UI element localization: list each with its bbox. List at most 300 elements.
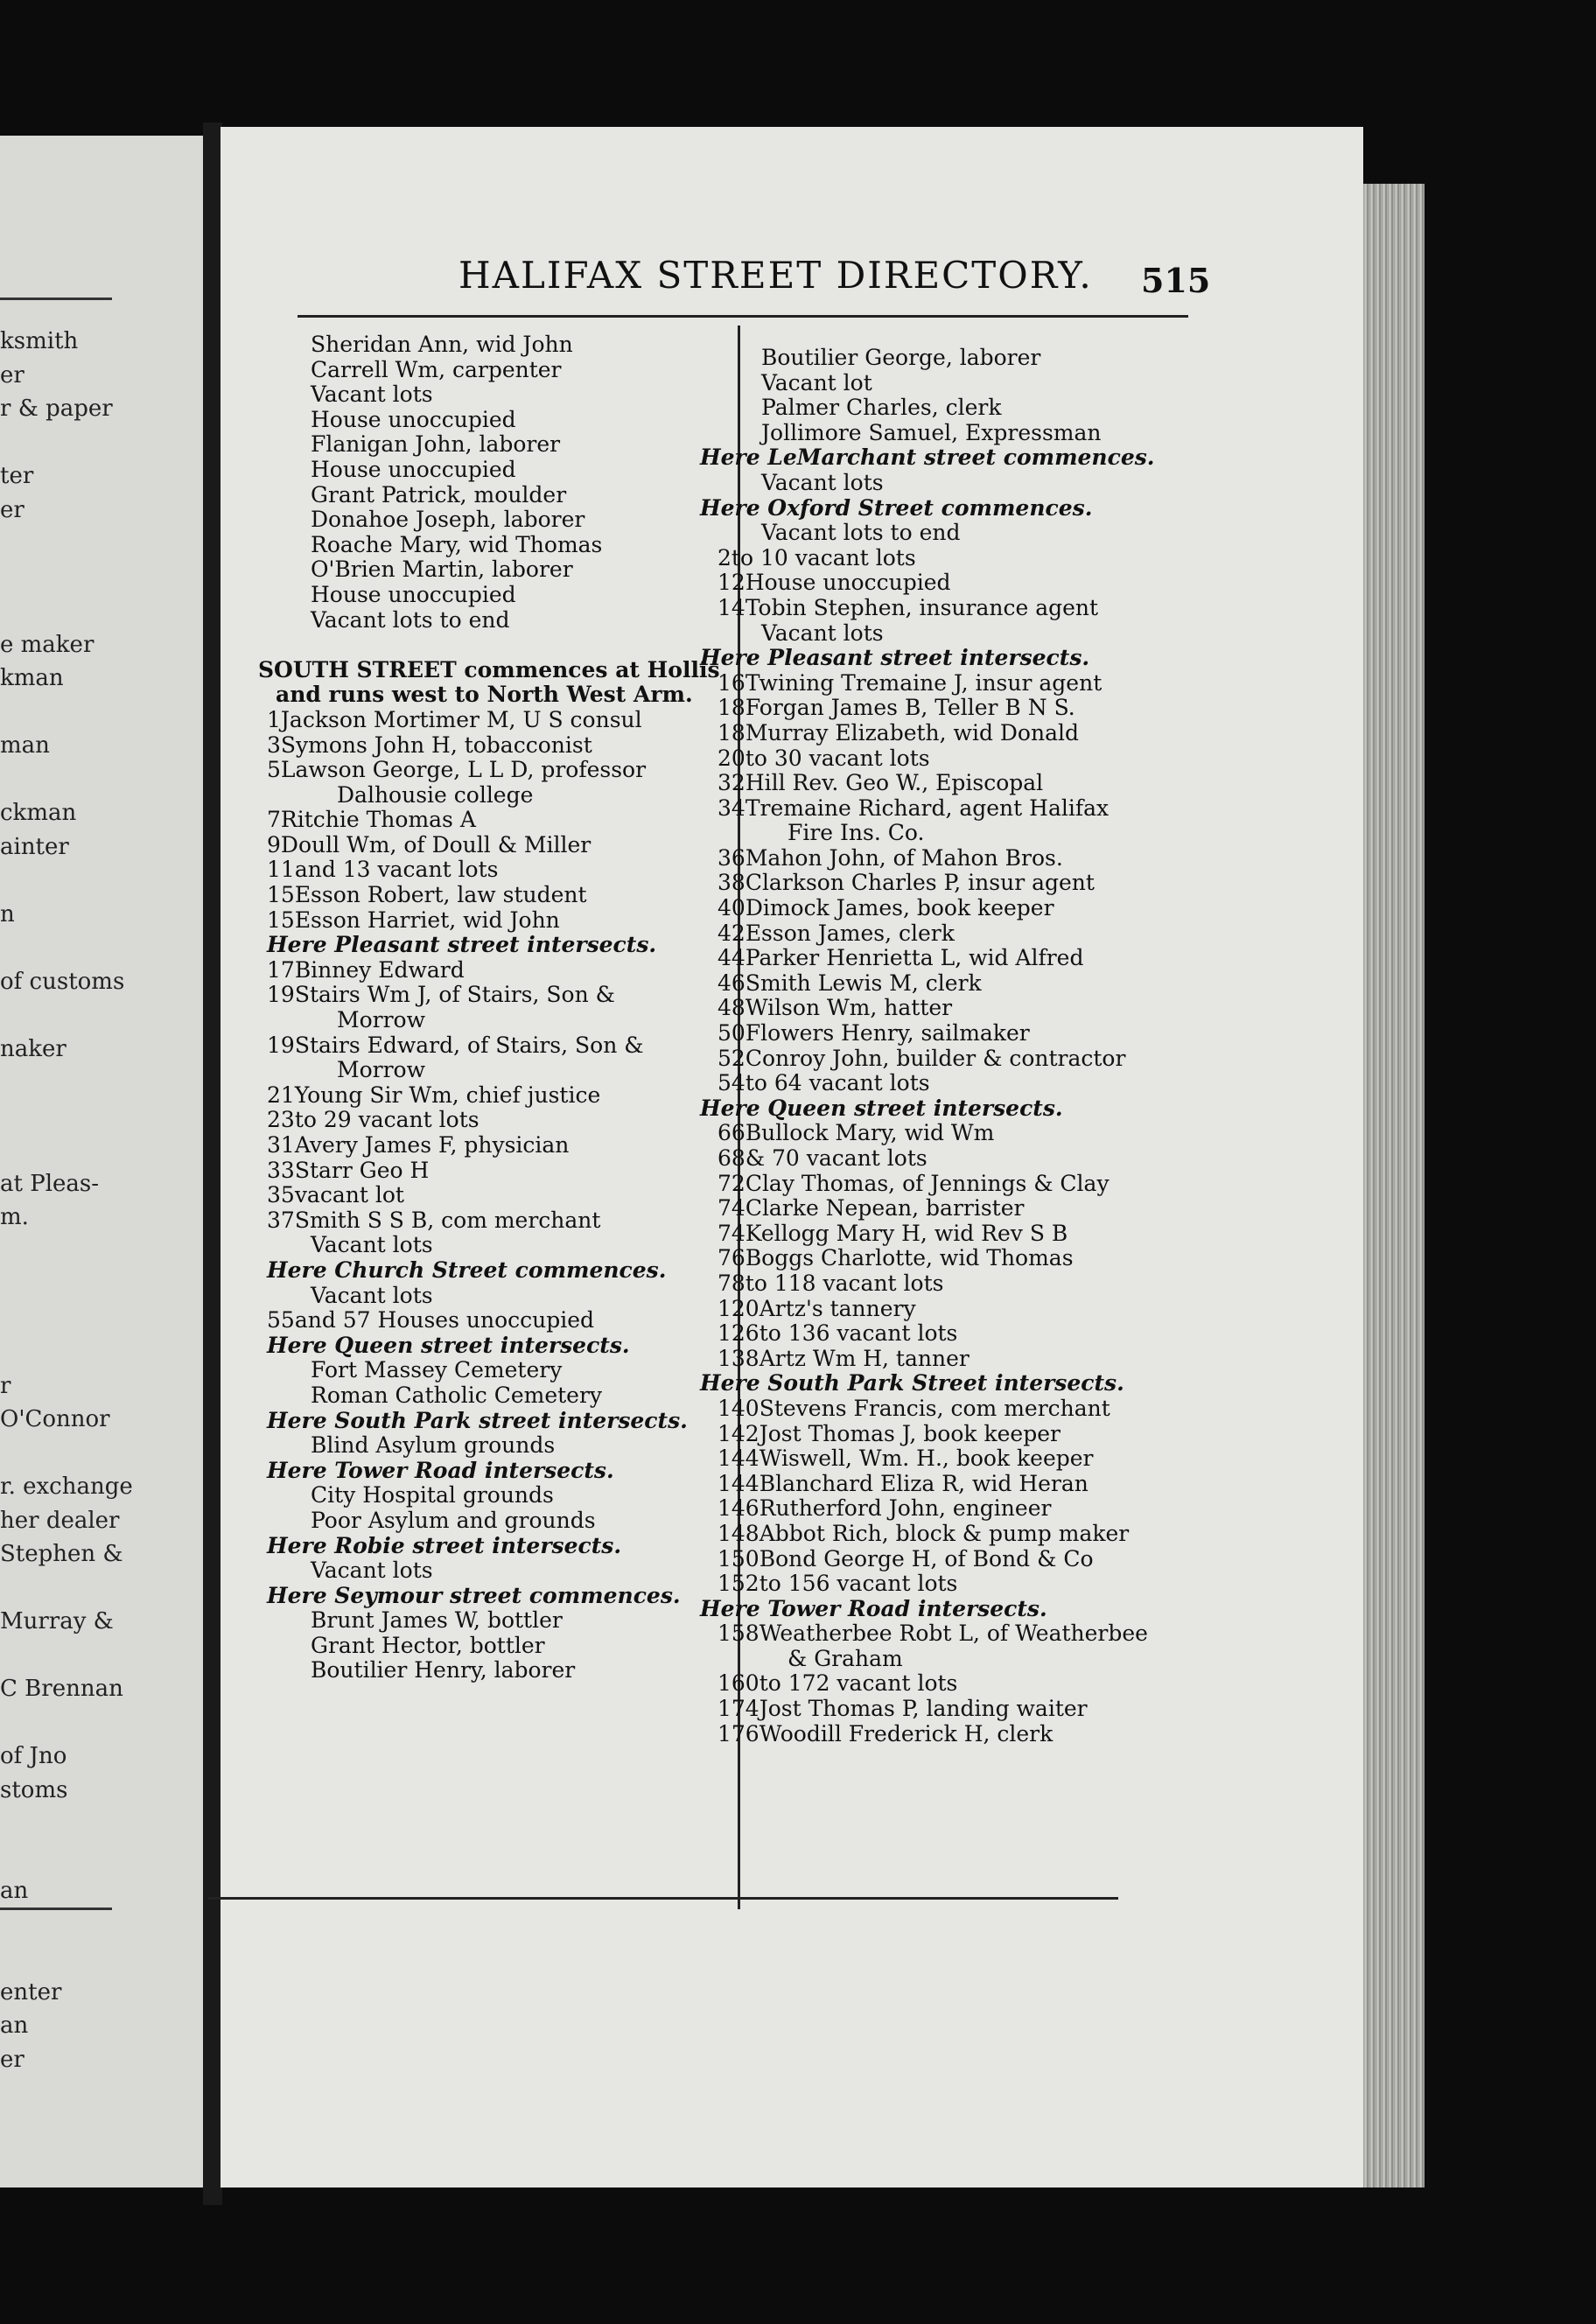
directory-entry (258, 1608, 731, 1634)
entry-text: to 30 vacant lots (745, 745, 930, 771)
directory-entry (258, 983, 731, 1008)
entry-text: Parker Henrietta L, wid Alfred (745, 945, 1084, 971)
entry-text: O'Brien Martin, laborer (311, 556, 573, 583)
directory-entry (258, 908, 731, 934)
entry-text: Esson James, clerk (745, 920, 955, 946)
entry-text: Vacant lots (311, 1232, 433, 1258)
directory-entry (691, 746, 1164, 772)
entry-text: Palmer Charles, clerk (761, 395, 1002, 421)
directory-entry (258, 583, 731, 608)
directory-entry (691, 596, 1164, 621)
entry-text: Here Pleasant street intersects. (267, 932, 657, 958)
entry-text: Stevens Francis, com merchant (759, 1395, 1110, 1421)
directory-entry (258, 1634, 731, 1659)
house-number: 23 (267, 1107, 295, 1133)
facing-page-text: ckman (0, 800, 77, 826)
facing-footer-rule (0, 1908, 112, 1910)
entry-text: Jost Thomas J, book keeper (759, 1420, 1060, 1446)
house-number: 174 (718, 1696, 760, 1722)
house-number: 40 (718, 895, 746, 921)
directory-entry (691, 971, 1164, 997)
directory-entry (258, 432, 731, 458)
directory-entry (691, 621, 1164, 647)
directory-entry (258, 1108, 731, 1133)
house-number: 37 (267, 1207, 295, 1233)
entry-text: Ritchie Thomas A (280, 807, 476, 833)
house-number: 11 (267, 857, 295, 883)
facing-page-text: C Brennan (0, 1676, 123, 1702)
directory-entry (691, 1172, 1164, 1197)
entry-text: Dalhousie college (337, 781, 534, 808)
directory-entry (691, 1496, 1164, 1522)
house-number: 142 (718, 1420, 760, 1446)
house-number: 74 (718, 1195, 746, 1222)
directory-entry (691, 846, 1164, 872)
entry-text: Vacant lots (311, 382, 433, 408)
directory-entry (258, 1483, 731, 1508)
entry-text: Boutilier Henry, laborer (311, 1657, 576, 1684)
house-number: 17 (267, 956, 295, 983)
entry-text: Lawson George, L L D, professor (280, 757, 647, 783)
entry-text: Kellogg Mary H, wid Rev S B (745, 1220, 1068, 1246)
house-number: 34 (718, 794, 746, 821)
directory-entry (258, 708, 731, 733)
entry-text: Vacant lot (761, 369, 872, 396)
house-number: 146 (718, 1495, 760, 1522)
entry-text: House unoccupied (311, 456, 516, 482)
entry-text: Stairs Wm J, of Stairs, Son & (294, 982, 615, 1008)
entry-text: SOUTH STREET commences at Hollis (258, 656, 720, 682)
entry-text: Roman Catholic Cemetery (311, 1382, 603, 1408)
directory-entry (691, 521, 1164, 546)
entry-text: Tobin Stephen, insurance agent (745, 594, 1099, 620)
entry-text: Fire Ins. Co. (788, 820, 925, 846)
entry-text: Esson Robert, law student (294, 882, 587, 908)
house-number: 18 (718, 719, 746, 746)
entry-text: vacant lot (294, 1182, 404, 1208)
facing-page-text: of Jno (0, 1743, 67, 1769)
facing-page-text: ksmith (0, 328, 79, 354)
house-number: 16 (718, 669, 746, 696)
entry-text: Wiswell, Wm. H., book keeper (759, 1446, 1094, 1472)
directory-entry (691, 1271, 1164, 1297)
directory-entry (258, 1658, 731, 1684)
entry-text: Woodill Frederick H, clerk (759, 1720, 1054, 1746)
entry-text: Dimock James, book keeper (745, 895, 1054, 921)
cross-street-note (258, 1584, 731, 1609)
house-number: 48 (718, 995, 746, 1021)
entry-text: to 10 vacant lots (731, 544, 916, 570)
house-number: 140 (718, 1395, 760, 1421)
entry-text: Poor Asylum and grounds (311, 1507, 596, 1533)
house-number: 2 (718, 544, 732, 570)
entry-text: Artz's tannery (759, 1295, 916, 1321)
cross-street-note (258, 1534, 731, 1559)
house-number: 38 (718, 870, 746, 896)
directory-entry (258, 1133, 731, 1158)
directory-entry (691, 1522, 1164, 1547)
entry-text: Clarkson Charles P, insur agent (745, 870, 1095, 896)
page-edges (1363, 184, 1424, 2188)
entry-text: Here Seymour street commences. (267, 1582, 681, 1608)
directory-entry (258, 408, 731, 433)
house-number: 144 (718, 1470, 760, 1496)
entry-text: Vacant lots to end (761, 520, 961, 546)
entry-text: Here South Park street intersects. (267, 1407, 688, 1433)
facing-page-text: r (0, 1372, 11, 1399)
entry-text: Here Queen street intersects. (700, 1095, 1063, 1121)
entry-text: Young Sir Wm, chief justice (294, 1082, 601, 1108)
cross-street-note (691, 496, 1164, 522)
entry-text: Blanchard Eliza R, wid Heran (759, 1470, 1088, 1496)
directory-entry (258, 1284, 731, 1309)
facing-page-text: e maker (0, 631, 94, 658)
directory-entry (691, 1146, 1164, 1172)
directory-entry (691, 1446, 1164, 1472)
house-number: 158 (718, 1620, 760, 1647)
house-number: 52 (718, 1045, 746, 1071)
entry-text: Rutherford John, engineer (759, 1495, 1052, 1522)
house-number: 78 (718, 1270, 746, 1296)
directory-entry (691, 1671, 1164, 1697)
facing-page-text: er (0, 361, 24, 388)
page-header (220, 254, 1253, 315)
entry-text: House unoccupied (311, 581, 516, 607)
entry-text: Morrow (337, 1007, 426, 1033)
directory-entry (691, 871, 1164, 896)
directory-entry (691, 771, 1164, 796)
house-number: 152 (718, 1571, 760, 1597)
facing-page-text: kman (0, 665, 64, 691)
entry-text: Vacant lots (761, 620, 884, 646)
entry-text: Roache Mary, wid Thomas (311, 531, 603, 557)
entry-text: Here Tower Road intersects. (700, 1595, 1047, 1621)
directory-entry (258, 1208, 731, 1234)
directory-entry (691, 396, 1164, 421)
entry-text: & Graham (788, 1645, 903, 1671)
entry-text: Starr Geo H (294, 1157, 430, 1183)
directory-entry (258, 483, 731, 508)
directory-entry (258, 1158, 731, 1184)
directory-entry (691, 371, 1164, 396)
directory-entry (258, 608, 731, 634)
entry-text: Boggs Charlotte, wid Thomas (745, 1245, 1074, 1271)
house-number: 19 (267, 1032, 295, 1058)
facing-page-text: naker (0, 1035, 66, 1062)
directory-entry (691, 1321, 1164, 1347)
entry-text: & 70 vacant lots (745, 1145, 928, 1171)
entry-text: Here Tower Road intersects. (267, 1457, 614, 1483)
cross-street-note (691, 646, 1164, 671)
entry-text: Murray Elizabeth, wid Donald (745, 719, 1079, 746)
entry-text: Tremaine Richard, agent Halifax (745, 794, 1110, 821)
book-gutter (203, 122, 222, 2205)
directory-entry (691, 1697, 1164, 1722)
entry-text: Weatherbee Robt L, of Weatherbee (759, 1620, 1148, 1647)
directory-entry (691, 1621, 1164, 1647)
facing-page-text: at Pleas- (0, 1170, 100, 1197)
directory-entry (258, 1033, 731, 1059)
directory-entry (258, 1308, 731, 1334)
entry-continuation (258, 1058, 731, 1083)
facing-page-text: er (0, 496, 24, 523)
entry-text: Here LeMarchant street commences. (700, 444, 1155, 471)
house-number: 15 (267, 882, 295, 908)
directory-entry (258, 1558, 731, 1584)
directory-entry (691, 1722, 1164, 1747)
cross-street-note (691, 1597, 1164, 1622)
entry-text: Vacant lots (311, 1558, 433, 1584)
facing-page-text: Murray & (0, 1608, 114, 1634)
entry-text: Esson Harriet, wid John (294, 906, 560, 933)
entry-continuation (258, 783, 731, 808)
facing-page-text: of customs (0, 968, 125, 995)
spacer (258, 633, 731, 658)
entry-text: City Hospital grounds (311, 1482, 554, 1508)
house-number: 54 (718, 1070, 746, 1096)
facing-page-text: n (0, 900, 15, 928)
cross-street-note (258, 1459, 731, 1484)
directory-entry (691, 1422, 1164, 1447)
entry-text: Sheridan Ann, wid John (311, 332, 573, 357)
directory-entry (258, 1183, 731, 1208)
directory-entry (258, 1508, 731, 1534)
footer-rule (208, 1897, 1118, 1900)
entry-text: Fort Massey Cemetery (311, 1357, 563, 1383)
directory-entry (691, 696, 1164, 721)
header-rule (298, 315, 1188, 318)
directory-entry (691, 546, 1164, 571)
directory-entry (691, 946, 1164, 971)
directory-entry (258, 358, 731, 383)
house-number: 55 (267, 1307, 295, 1334)
house-number: 46 (718, 970, 746, 996)
entry-text: Abbot Rich, block & pump maker (759, 1520, 1130, 1546)
entry-text: Blind Asylum grounds (311, 1432, 556, 1459)
directory-entry (258, 557, 731, 583)
entry-text: Forgan James B, Teller B N S. (745, 695, 1075, 721)
house-number: 148 (718, 1520, 760, 1546)
left-column (258, 332, 731, 1684)
entry-text: Vacant lots (761, 469, 884, 495)
house-number: 14 (718, 594, 746, 620)
directory-entry (258, 833, 731, 858)
facing-page-text: her dealer (0, 1507, 120, 1534)
entry-text: to 136 vacant lots (759, 1320, 958, 1347)
entry-text: Smith Lewis M, clerk (745, 970, 982, 996)
directory-entry (691, 1071, 1164, 1096)
directory-entry (258, 332, 731, 358)
entry-text: Avery James F, physician (294, 1132, 570, 1158)
house-number: 19 (267, 982, 295, 1008)
entry-text: Stairs Edward, of Stairs, Son & (294, 1032, 644, 1058)
entry-text: Binney Edward (294, 956, 465, 983)
house-number: 160 (718, 1670, 760, 1697)
entry-text: Smith S S B, com merchant (294, 1207, 601, 1233)
house-number: 66 (718, 1120, 746, 1146)
house-number: 176 (718, 1720, 760, 1746)
entry-text: Hill Rev. Geo W., Episcopal (745, 770, 1044, 796)
facing-page-text: Stephen & (0, 1541, 123, 1567)
directory-entry (258, 758, 731, 783)
directory-entry (258, 1383, 731, 1409)
house-number: 126 (718, 1320, 760, 1347)
entry-text: Bond George H, of Bond & Co (759, 1545, 1094, 1572)
directory-entry (691, 1396, 1164, 1422)
house-number: 7 (267, 807, 281, 833)
house-number: 42 (718, 920, 746, 946)
entry-text: Jackson Mortimer M, U S consul (280, 706, 642, 732)
entry-text: Grant Hector, bottler (311, 1632, 545, 1658)
facing-page-text: enter (0, 1978, 62, 2006)
directory-entry (691, 671, 1164, 696)
directory-entry (258, 958, 731, 984)
directory-entry (258, 1083, 731, 1109)
directory-entry (691, 1222, 1164, 1247)
directory-entry (258, 533, 731, 558)
entry-continuation (258, 1008, 731, 1033)
entry-text: and 57 Houses unoccupied (294, 1307, 595, 1334)
cross-street-note (258, 1334, 731, 1359)
cross-street-note (258, 933, 731, 958)
directory-entry (258, 458, 731, 483)
directory-entry (691, 1121, 1164, 1146)
entry-text: and 13 vacant lots (294, 857, 499, 883)
directory-entry (691, 796, 1164, 822)
directory-entry (691, 1046, 1164, 1072)
facing-page-fragment (0, 136, 203, 2188)
page-number: 515 (1141, 261, 1211, 300)
entry-text: Here South Park Street intersects. (700, 1370, 1124, 1396)
entry-text: Bullock Mary, wid Wm (745, 1120, 995, 1146)
directory-entry (258, 808, 731, 833)
house-number: 33 (267, 1157, 295, 1183)
entry-text: Grant Patrick, moulder (311, 481, 567, 508)
house-number: 18 (718, 695, 746, 721)
entry-text: Wilson Wm, hatter (745, 995, 953, 1021)
directory-entry (691, 1547, 1164, 1572)
entry-text: Here Church Street commences. (267, 1256, 667, 1283)
directory-entry (258, 858, 731, 883)
directory-entry (691, 471, 1164, 496)
entry-continuation (691, 1647, 1164, 1672)
directory-entry (691, 996, 1164, 1021)
entry-text: Here Pleasant street intersects. (700, 645, 1090, 671)
entry-text: Jollimore Samuel, Expressman (761, 419, 1102, 445)
facing-page-text: an (0, 1878, 29, 1904)
entry-text: to 156 vacant lots (759, 1571, 958, 1597)
directory-entry (258, 1358, 731, 1383)
entry-text: to 118 vacant lots (745, 1270, 944, 1296)
facing-page-text: O'Connor (0, 1406, 110, 1432)
directory-entry (691, 1297, 1164, 1322)
directory-entry (258, 508, 731, 533)
facing-page-text: r & paper (0, 396, 113, 422)
facing-page-text: ter (0, 463, 34, 489)
directory-entry (691, 570, 1164, 596)
directory-entry (691, 346, 1164, 371)
entry-text: Carrell Wm, carpenter (311, 356, 562, 382)
facing-page-text: m. (0, 1204, 29, 1230)
facing-page-text: an (0, 2012, 29, 2039)
facing-page-text: stoms (0, 1776, 68, 1803)
house-number: 12 (718, 570, 746, 596)
house-number: 21 (267, 1082, 295, 1108)
directory-entry (691, 721, 1164, 746)
house-number: 32 (718, 770, 746, 796)
entry-text: Symons John H, tobacconist (280, 732, 592, 758)
house-number: 74 (718, 1220, 746, 1246)
street-heading (258, 658, 731, 683)
facing-header-rule (0, 298, 112, 300)
entry-text: to 64 vacant lots (745, 1070, 930, 1096)
entry-text: House unoccupied (311, 406, 516, 432)
house-number: 35 (267, 1182, 295, 1208)
directory-entry (258, 733, 731, 759)
entry-text: Clarke Nepean, barrister (745, 1195, 1025, 1222)
right-column (691, 346, 1164, 1746)
entry-text: Doull Wm, of Doull & Miller (280, 831, 592, 858)
directory-entry (691, 1347, 1164, 1372)
directory-entry (691, 896, 1164, 921)
house-number: 31 (267, 1132, 295, 1158)
cross-street-note (691, 1371, 1164, 1396)
entry-text: Brunt James W, bottler (311, 1607, 563, 1634)
directory-entry (258, 1433, 731, 1459)
facing-page-text: r. exchange (0, 1474, 133, 1500)
entry-text: Mahon John, of Mahon Bros. (745, 844, 1063, 871)
entry-text: Jost Thomas P, landing waiter (759, 1696, 1088, 1722)
entry-text: to 29 vacant lots (294, 1107, 480, 1133)
facing-page-text: man (0, 732, 50, 759)
directory-entry (691, 1021, 1164, 1046)
house-number: 50 (718, 1020, 746, 1046)
house-number: 44 (718, 945, 746, 971)
cross-street-note (258, 1409, 731, 1434)
directory-entry (258, 1233, 731, 1258)
directory-entry (691, 1572, 1164, 1597)
house-number: 144 (718, 1446, 760, 1472)
house-number: 36 (718, 844, 746, 871)
street-heading (258, 682, 731, 708)
entry-text: Vacant lots (311, 1282, 433, 1308)
directory-entry (691, 421, 1164, 446)
directory-entry (258, 382, 731, 408)
entry-text: and runs west to North West Arm. (276, 682, 693, 708)
house-number: 3 (267, 732, 281, 758)
directory-entry (691, 921, 1164, 947)
facing-page-text: er (0, 2046, 24, 2073)
house-number: 76 (718, 1245, 746, 1271)
directory-entry (691, 1246, 1164, 1271)
house-number: 138 (718, 1345, 760, 1371)
entry-continuation (691, 821, 1164, 846)
entry-text: Boutilier George, laborer (761, 345, 1041, 370)
entry-text: Here Oxford Street commences. (700, 494, 1093, 521)
entry-text: Clay Thomas, of Jennings & Clay (745, 1170, 1110, 1196)
page-title: HALIFAX STREET DIRECTORY. (458, 254, 1093, 297)
cross-street-note (258, 1258, 731, 1284)
house-number: 72 (718, 1170, 746, 1196)
cross-street-note (691, 445, 1164, 471)
house-number: 150 (718, 1545, 760, 1572)
entry-text: Twining Tremaine J, insur agent (745, 669, 1102, 696)
house-number: 15 (267, 906, 295, 933)
entry-text: Flanigan John, laborer (311, 431, 561, 458)
entry-text: Flowers Henry, sailmaker (745, 1020, 1030, 1046)
house-number: 1 (267, 706, 281, 732)
entry-text: Here Robie street intersects. (267, 1532, 622, 1558)
